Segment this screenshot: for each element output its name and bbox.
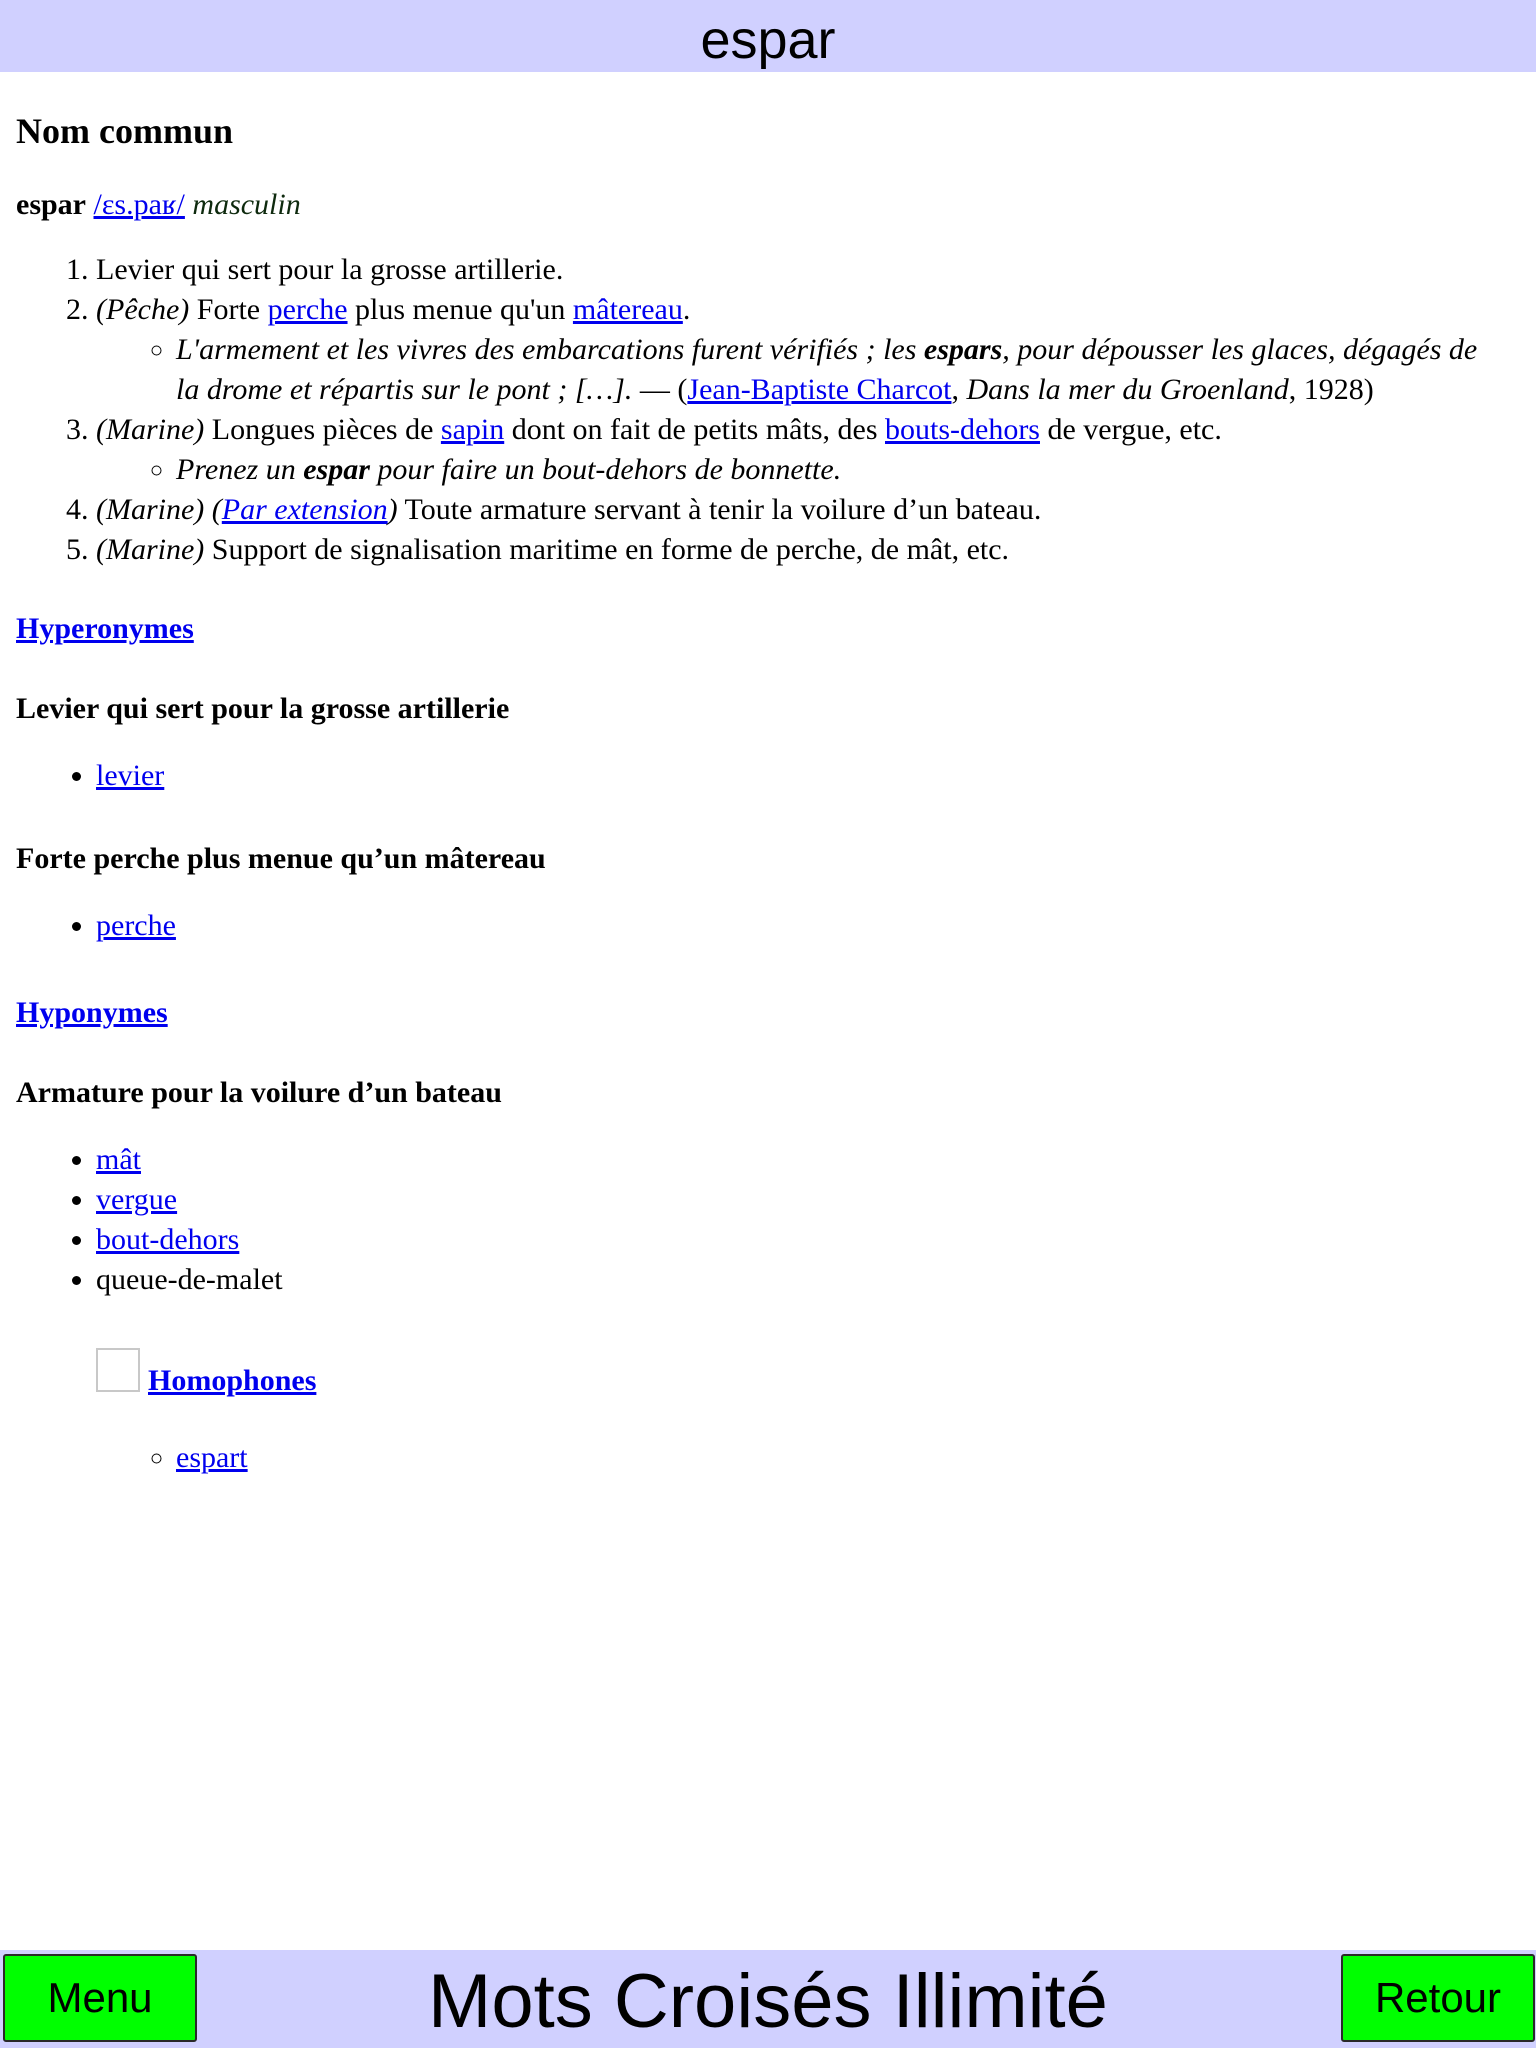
definition-text: Levier qui sert pour la grosse artillerie. [96, 253, 564, 286]
hyperonymes-heading [16, 612, 1506, 646]
list-item [96, 1180, 1506, 1220]
example-text: pour faire un bout-dehors de bonnette. [369, 453, 842, 486]
example-item [176, 330, 1506, 410]
definition-text: dont on fait de petits mâts, des [504, 413, 885, 446]
domain-label: (Marine) [96, 493, 205, 526]
word-list [16, 756, 1506, 796]
list-item [176, 1438, 1506, 1478]
sense-heading: Armature pour la voilure d’un bateau [16, 1076, 502, 1109]
hyperonymes-link[interactable]: Hyperonymes [16, 612, 194, 645]
word-link-vergue[interactable]: vergue [96, 1183, 178, 1216]
definition-text: Forte [189, 293, 268, 326]
word-queue-de-malet: queue-de-malet [96, 1263, 283, 1296]
word-link-levier[interactable]: levier [96, 759, 165, 792]
list-item [96, 1260, 1506, 1300]
example-text: Prenez un [176, 453, 304, 486]
word-link-mat[interactable]: mât [96, 1143, 141, 1176]
citation-year: , 1928) [1288, 373, 1374, 406]
definition-list [16, 250, 1506, 570]
list-item [96, 1220, 1506, 1260]
domain-label: (Pêche) [96, 293, 190, 326]
example-item [176, 450, 1506, 490]
top-bar [0, 0, 1536, 72]
link-sapin[interactable]: sapin [440, 413, 505, 446]
word-link-espart[interactable]: espart [176, 1441, 248, 1474]
bottom-bar [0, 1950, 1536, 2048]
example-text: L'armement et les vivres des embarcations furent vérifiés ; les [176, 333, 924, 366]
hyponymes-heading [16, 996, 1506, 1030]
example-list [96, 330, 1506, 410]
link-perche[interactable]: perche [267, 293, 348, 326]
link-author[interactable]: Jean-Baptiste Charcot [687, 373, 952, 406]
headword: espar [16, 188, 86, 221]
definition-text: Longues pièces de [204, 413, 441, 446]
headword-line [16, 188, 1506, 222]
menu-button[interactable]: Menu [3, 1954, 197, 2042]
definition-text: plus menue qu'un [347, 293, 573, 326]
word-list [16, 1140, 1506, 1300]
sense-heading: Forte perche plus menue qu’un mâtereau [16, 842, 546, 875]
homophone-list [96, 1438, 1506, 1478]
gender-label: masculin [192, 188, 301, 221]
definition-item [96, 530, 1506, 570]
homophones-section [96, 1348, 1506, 1478]
definition-text: de vergue, etc. [1039, 413, 1222, 446]
pronunciation-link[interactable]: /ɛs.paʁ/ [93, 188, 185, 221]
example-text: , pour dépousser les glaces, dégagés de la drome et répartis sur le pont ; […]. [176, 333, 1478, 406]
word-link-bout-dehors[interactable]: bout-dehors [96, 1223, 240, 1256]
word-list [16, 906, 1506, 946]
example-keyword: espar [303, 453, 370, 486]
definition-item [96, 490, 1506, 530]
link-bouts-dehors[interactable]: bouts-dehors [885, 413, 1040, 446]
example-list [96, 450, 1506, 490]
hyponymes-link[interactable]: Hyponymes [16, 996, 168, 1029]
definition-item [96, 290, 1506, 410]
definition-text: . [682, 293, 691, 326]
homophones-link[interactable]: Homophones [148, 1364, 317, 1397]
definition-content [16, 96, 1506, 1478]
app-title: Mots Croisés Illimité [428, 1959, 1108, 2044]
paren-open: ( [204, 493, 222, 526]
definition-text: Toute armature servant à tenir la voilure d’un bateau. [397, 493, 1042, 526]
paren-close: ) [387, 493, 398, 526]
word-link-perche[interactable]: perche [96, 909, 176, 942]
citation-dash: — ( [632, 373, 688, 406]
list-item [96, 906, 1506, 946]
definition-item [96, 410, 1506, 490]
back-button[interactable]: Retour [1341, 1954, 1535, 2042]
list-item [96, 1140, 1506, 1180]
definition-text: Support de signalisation maritime en forme de perche, de mât, etc. [204, 533, 1010, 566]
sense-heading: Levier qui sert pour la grosse artillerie [16, 692, 510, 725]
homophones-heading [96, 1348, 1506, 1398]
section-title: Nom commun [16, 111, 233, 151]
domain-label: (Marine) [96, 413, 205, 446]
citation-separator: , [951, 373, 967, 406]
image-placeholder-icon [96, 1348, 140, 1392]
link-matereau[interactable]: mâtereau [572, 293, 683, 326]
domain-label: (Marine) [96, 533, 205, 566]
list-item [96, 756, 1506, 796]
citation-work: Dans la mer du Groenland [966, 373, 1289, 406]
example-keyword: espars [923, 333, 1003, 366]
definition-item [96, 250, 1506, 290]
page-title: espar [700, 10, 836, 70]
link-par-extension[interactable]: Par extension [221, 493, 388, 526]
